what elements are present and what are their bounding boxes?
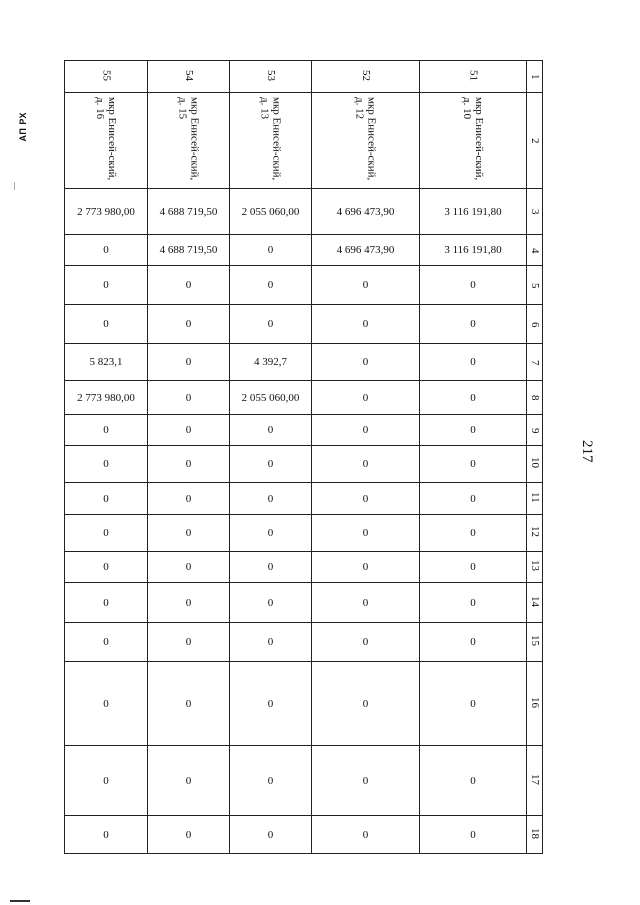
margin-label: АП РХ: [18, 112, 28, 142]
table-cell: 0: [148, 662, 230, 746]
table-cell: 0: [420, 266, 527, 305]
table-cell: 0: [148, 623, 230, 662]
row-index-label: 11: [529, 491, 541, 503]
row-index: [527, 344, 543, 381]
table-cell: 2 055 060,00: [230, 189, 312, 235]
table-cell: 0: [230, 662, 312, 746]
table-row: [65, 623, 543, 662]
table-row: [65, 305, 543, 344]
row-index: [527, 515, 543, 552]
table-row: [65, 381, 543, 415]
header-col-id: 51: [420, 61, 527, 93]
table-cell: 0: [65, 583, 148, 623]
table-cell: 2 773 980,00: [65, 189, 148, 235]
header-col-id: 53: [230, 61, 312, 93]
table-row: [65, 415, 543, 446]
table-cell: 0: [148, 515, 230, 552]
table-cell: 0: [312, 816, 420, 854]
row-index-label: 12: [529, 526, 541, 537]
header-id-row: [65, 61, 543, 93]
table-cell: 0: [420, 746, 527, 816]
table-cell: 4 696 473,90: [312, 235, 420, 266]
table-row: [65, 483, 543, 515]
table-cell: 0: [148, 344, 230, 381]
row-index: [527, 415, 543, 446]
row-index: [527, 446, 543, 483]
table-cell: 0: [420, 816, 527, 854]
row-index: 1: [527, 61, 543, 93]
table-cell: 0: [312, 305, 420, 344]
row-index: [527, 266, 543, 305]
table-cell: 0: [420, 446, 527, 483]
table-cell: 0: [230, 816, 312, 854]
table-cell: 0: [65, 515, 148, 552]
row-index-label: 3: [529, 209, 541, 215]
table-cell: 0: [420, 344, 527, 381]
table-cell: 4 696 473,90: [312, 189, 420, 235]
table-cell: 0: [312, 746, 420, 816]
table-row: [65, 235, 543, 266]
table-cell: 0: [148, 583, 230, 623]
table-cell: 5 823,1: [65, 344, 148, 381]
data-table: [64, 60, 543, 854]
table-cell: 3 116 191,80: [420, 235, 527, 266]
table-cell: 2 055 060,00: [230, 381, 312, 415]
table-cell: 0: [420, 515, 527, 552]
header-col-name: мкр Енисей-ский, д. 10: [420, 93, 527, 189]
row-index: [527, 583, 543, 623]
table-cell: 3 116 191,80: [420, 189, 527, 235]
table-cell: 0: [312, 662, 420, 746]
table-cell: 0: [148, 552, 230, 583]
table-cell: 0: [65, 623, 148, 662]
table-cell: 0: [148, 415, 230, 446]
margin-tick: [14, 182, 15, 190]
table-cell: 0: [230, 623, 312, 662]
table-cell: 0: [230, 483, 312, 515]
table-row: [65, 746, 543, 816]
table-cell: 0: [312, 483, 420, 515]
table-cell: 0: [230, 305, 312, 344]
table-cell: 4 392,7: [230, 344, 312, 381]
table-cell: 0: [148, 483, 230, 515]
table-cell: 0: [148, 816, 230, 854]
row-index-label: 17: [529, 773, 541, 785]
row-index-label: 8: [529, 395, 541, 401]
table-row: [65, 189, 543, 235]
table-row: [65, 583, 543, 623]
table-cell: 0: [148, 381, 230, 415]
table-cell: 0: [420, 583, 527, 623]
row-index: [527, 483, 543, 515]
header-col-id: 52: [312, 61, 420, 93]
bottom-mark: [10, 900, 30, 902]
table-row: [65, 552, 543, 583]
row-index-label: 13: [529, 560, 541, 571]
row-index-label: 7: [529, 359, 541, 365]
table-cell: 0: [312, 446, 420, 483]
table-cell: 0: [420, 381, 527, 415]
table-cell: 0: [420, 483, 527, 515]
table-cell: 2 773 980,00: [65, 381, 148, 415]
table-cell: 0: [230, 552, 312, 583]
table-cell: 0: [65, 415, 148, 446]
header-col-id: 54: [148, 61, 230, 93]
table-row: [65, 816, 543, 854]
header-col-id: 55: [65, 61, 148, 93]
table-cell: 0: [230, 235, 312, 266]
row-index-label: 16: [529, 696, 541, 708]
table-cell: 0: [230, 583, 312, 623]
row-index-label: 14: [529, 595, 541, 607]
table-cell: 0: [230, 446, 312, 483]
table-cell: 0: [420, 623, 527, 662]
header-col-name: мкр Енисей-ский, д. 12: [312, 93, 420, 189]
header-name-row: [65, 93, 543, 189]
row-index: [527, 623, 543, 662]
row-index-label: 15: [529, 635, 541, 646]
table-cell: 0: [230, 266, 312, 305]
header-col-name: мкр Енисей-ский, д. 13: [230, 93, 312, 189]
table-cell: 0: [148, 446, 230, 483]
row-index: [527, 816, 543, 854]
row-index-label: 10: [529, 457, 541, 468]
page-number: 217: [579, 440, 595, 463]
row-index-label: 6: [529, 321, 541, 327]
row-index: [527, 235, 543, 266]
row-index: 2: [527, 93, 543, 189]
table-row: [65, 446, 543, 483]
table-cell: 0: [312, 623, 420, 662]
row-index: [527, 189, 543, 235]
table-cell: 0: [420, 415, 527, 446]
table-row: [65, 662, 543, 746]
row-index: [527, 381, 543, 415]
table-cell: 0: [65, 446, 148, 483]
row-index: [527, 552, 543, 583]
table-cell: 0: [65, 746, 148, 816]
table-cell: 0: [148, 746, 230, 816]
table-cell: 0: [312, 381, 420, 415]
table-cell: 0: [65, 662, 148, 746]
table-cell: 0: [230, 415, 312, 446]
table-cell: 0: [420, 305, 527, 344]
table-cell: 0: [65, 305, 148, 344]
row-index: [527, 305, 543, 344]
table-cell: 0: [65, 552, 148, 583]
row-index: [527, 662, 543, 746]
row-index: [527, 746, 543, 816]
table-cell: 0: [148, 305, 230, 344]
table-cell: 0: [312, 266, 420, 305]
row-index-label: 4: [529, 247, 541, 253]
table-cell: 4 688 719,50: [148, 235, 230, 266]
table-cell: 0: [420, 552, 527, 583]
table-cell: 0: [312, 415, 420, 446]
table-cell: 0: [65, 235, 148, 266]
header-col-name: мкр Енисей-ский, д. 16: [65, 93, 148, 189]
header-col-name: мкр Енисей-ский, д. 15: [148, 93, 230, 189]
table-cell: 0: [230, 746, 312, 816]
table-cell: 4 688 719,50: [148, 189, 230, 235]
row-index-label: 9: [529, 427, 541, 433]
table-cell: 0: [312, 552, 420, 583]
table-cell: 0: [65, 816, 148, 854]
table-row: [65, 344, 543, 381]
table-row: [65, 266, 543, 305]
table-cell: 0: [148, 266, 230, 305]
table-cell: 0: [420, 662, 527, 746]
row-index-label: 5: [529, 282, 541, 288]
table-cell: 0: [65, 483, 148, 515]
row-index-label: 18: [529, 827, 541, 839]
table-cell: 0: [230, 515, 312, 552]
table-cell: 0: [312, 515, 420, 552]
table-cell: 0: [65, 266, 148, 305]
table-cell: 0: [312, 583, 420, 623]
table-cell: 0: [312, 344, 420, 381]
table-row: [65, 515, 543, 552]
